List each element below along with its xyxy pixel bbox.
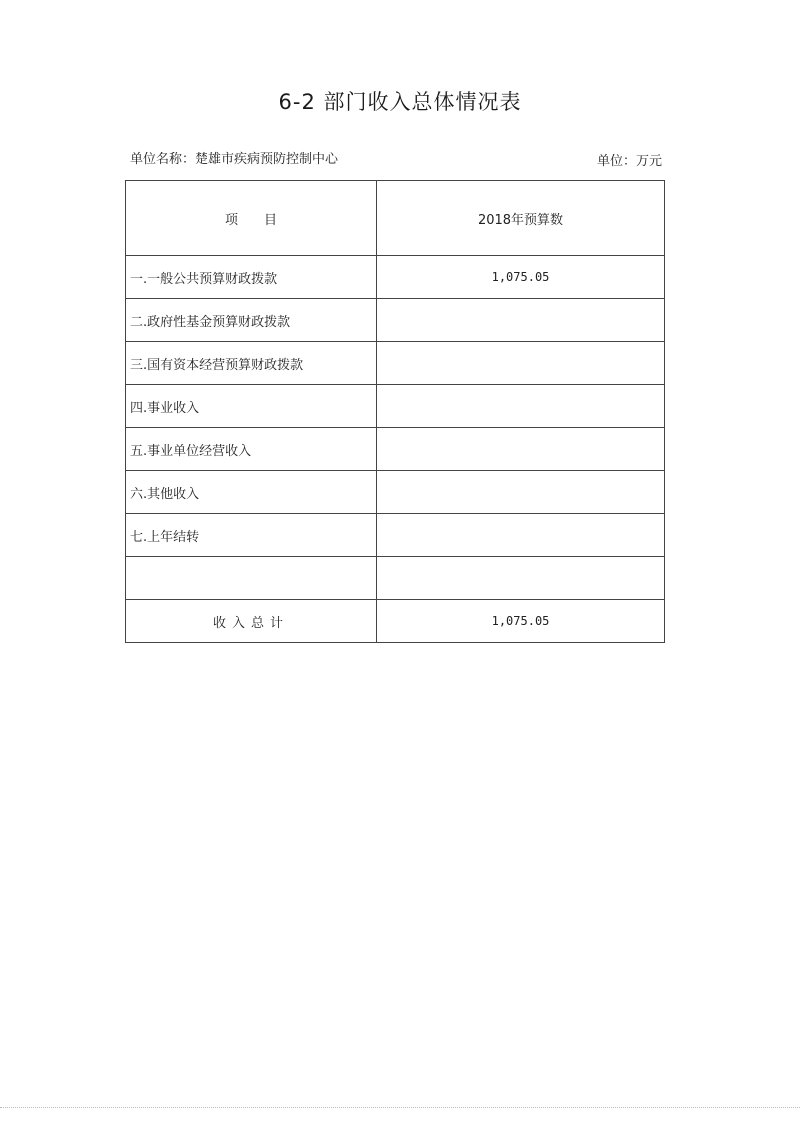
row-amount [377,299,665,342]
row-amount [377,342,665,385]
table-row [126,342,665,385]
row-item: 二.政府性基金预算财政拨款 [126,299,377,342]
total-amount: 1,075.05 [377,600,665,643]
table-row-empty [126,557,665,600]
income-table [125,180,665,643]
table-row [126,256,665,299]
table-row [126,514,665,557]
row-item: 四.事业收入 [126,385,377,428]
scan-edge-divider [0,1107,800,1108]
row-item: 一.一般公共预算财政拨款 [126,256,377,299]
table-row [126,471,665,514]
header-item: 项 目 [126,181,377,256]
page-title: 6-2 部门收入总体情况表 [278,90,522,114]
row-amount [377,385,665,428]
unit-money-label: 单位：万元 [596,154,662,169]
row-item: 三.国有资本经营预算财政拨款 [126,342,377,385]
row-item: 七.上年结转 [126,514,377,557]
table-row [126,299,665,342]
row-item [126,557,377,600]
table-header-row [126,181,665,256]
header-amount: 2018年预算数 [377,181,665,256]
row-amount [377,428,665,471]
total-label: 收入总计 [126,600,377,643]
row-item: 五.事业单位经营收入 [126,428,377,471]
unit-name-label: 单位名称：楚雄市疾病预防控制中心 [130,152,339,167]
row-amount [377,471,665,514]
row-amount: 1,075.05 [377,256,665,299]
row-amount [377,557,665,600]
row-item: 六.其他收入 [126,471,377,514]
total-row [126,600,665,643]
table-row [126,428,665,471]
row-amount [377,514,665,557]
table-row [126,385,665,428]
